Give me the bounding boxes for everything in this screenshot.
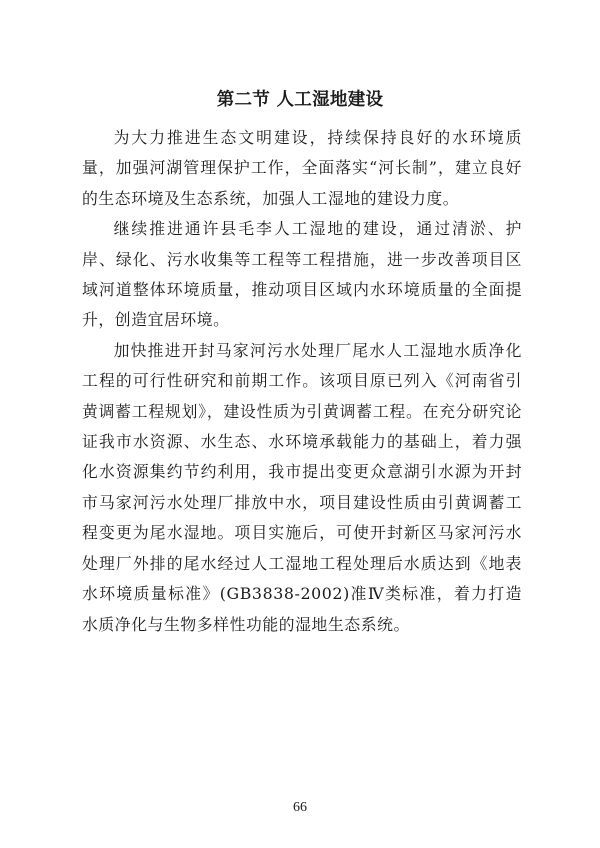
- body-text: [82, 123, 522, 640]
- paragraph-majiahe-tailwater-wetland: 加快推进开封马家河污水处理厂尾水人工湿地水质净化工程的可行性研究和前期工作。该项目原已列入《河南省引黄调蓄工程规划》，建设性质为引黄调蓄工程。在充分研究论证我市水资源、水生态、水环境承载能力的基础上，着力强化水资源集约节约利用，我市提出变更众意湖引水源为开封市马家河污水处理厂排放中水，项目建设性质由引黄调蓄工程变更为尾水湿地。项目实施后，可使开封新区马家河污水处理厂外排的尾水经过人工湿地工程处理后水质达到《地表水环境质量标准》(GB3838-2002)准Ⅳ类标准，着力打造水质净化与生物多样性功能的湿地生态系统。: [82, 340, 522, 634]
- page-number: 66: [293, 800, 307, 815]
- paragraph-wetland-intro: 为大力推进生态文明建设，持续保持良好的水环境质量，加强河湖管理保护工作，全面落实“河长制”，建立良好的生态环境及生态系统，加强人工湿地的建设力度。: [82, 128, 522, 208]
- paragraph-tongxu-maoli-wetland: 继续推进通许县毛李人工湿地的建设，通过清淤、护岸、绿化、污水收集等工程等工程措施，进一步改善项目区域河道整体环境质量，推动项目区域内水环境质量的全面提升，创造宜居环境。: [82, 219, 522, 330]
- section-title: 第二节 人工湿地建设: [216, 90, 384, 110]
